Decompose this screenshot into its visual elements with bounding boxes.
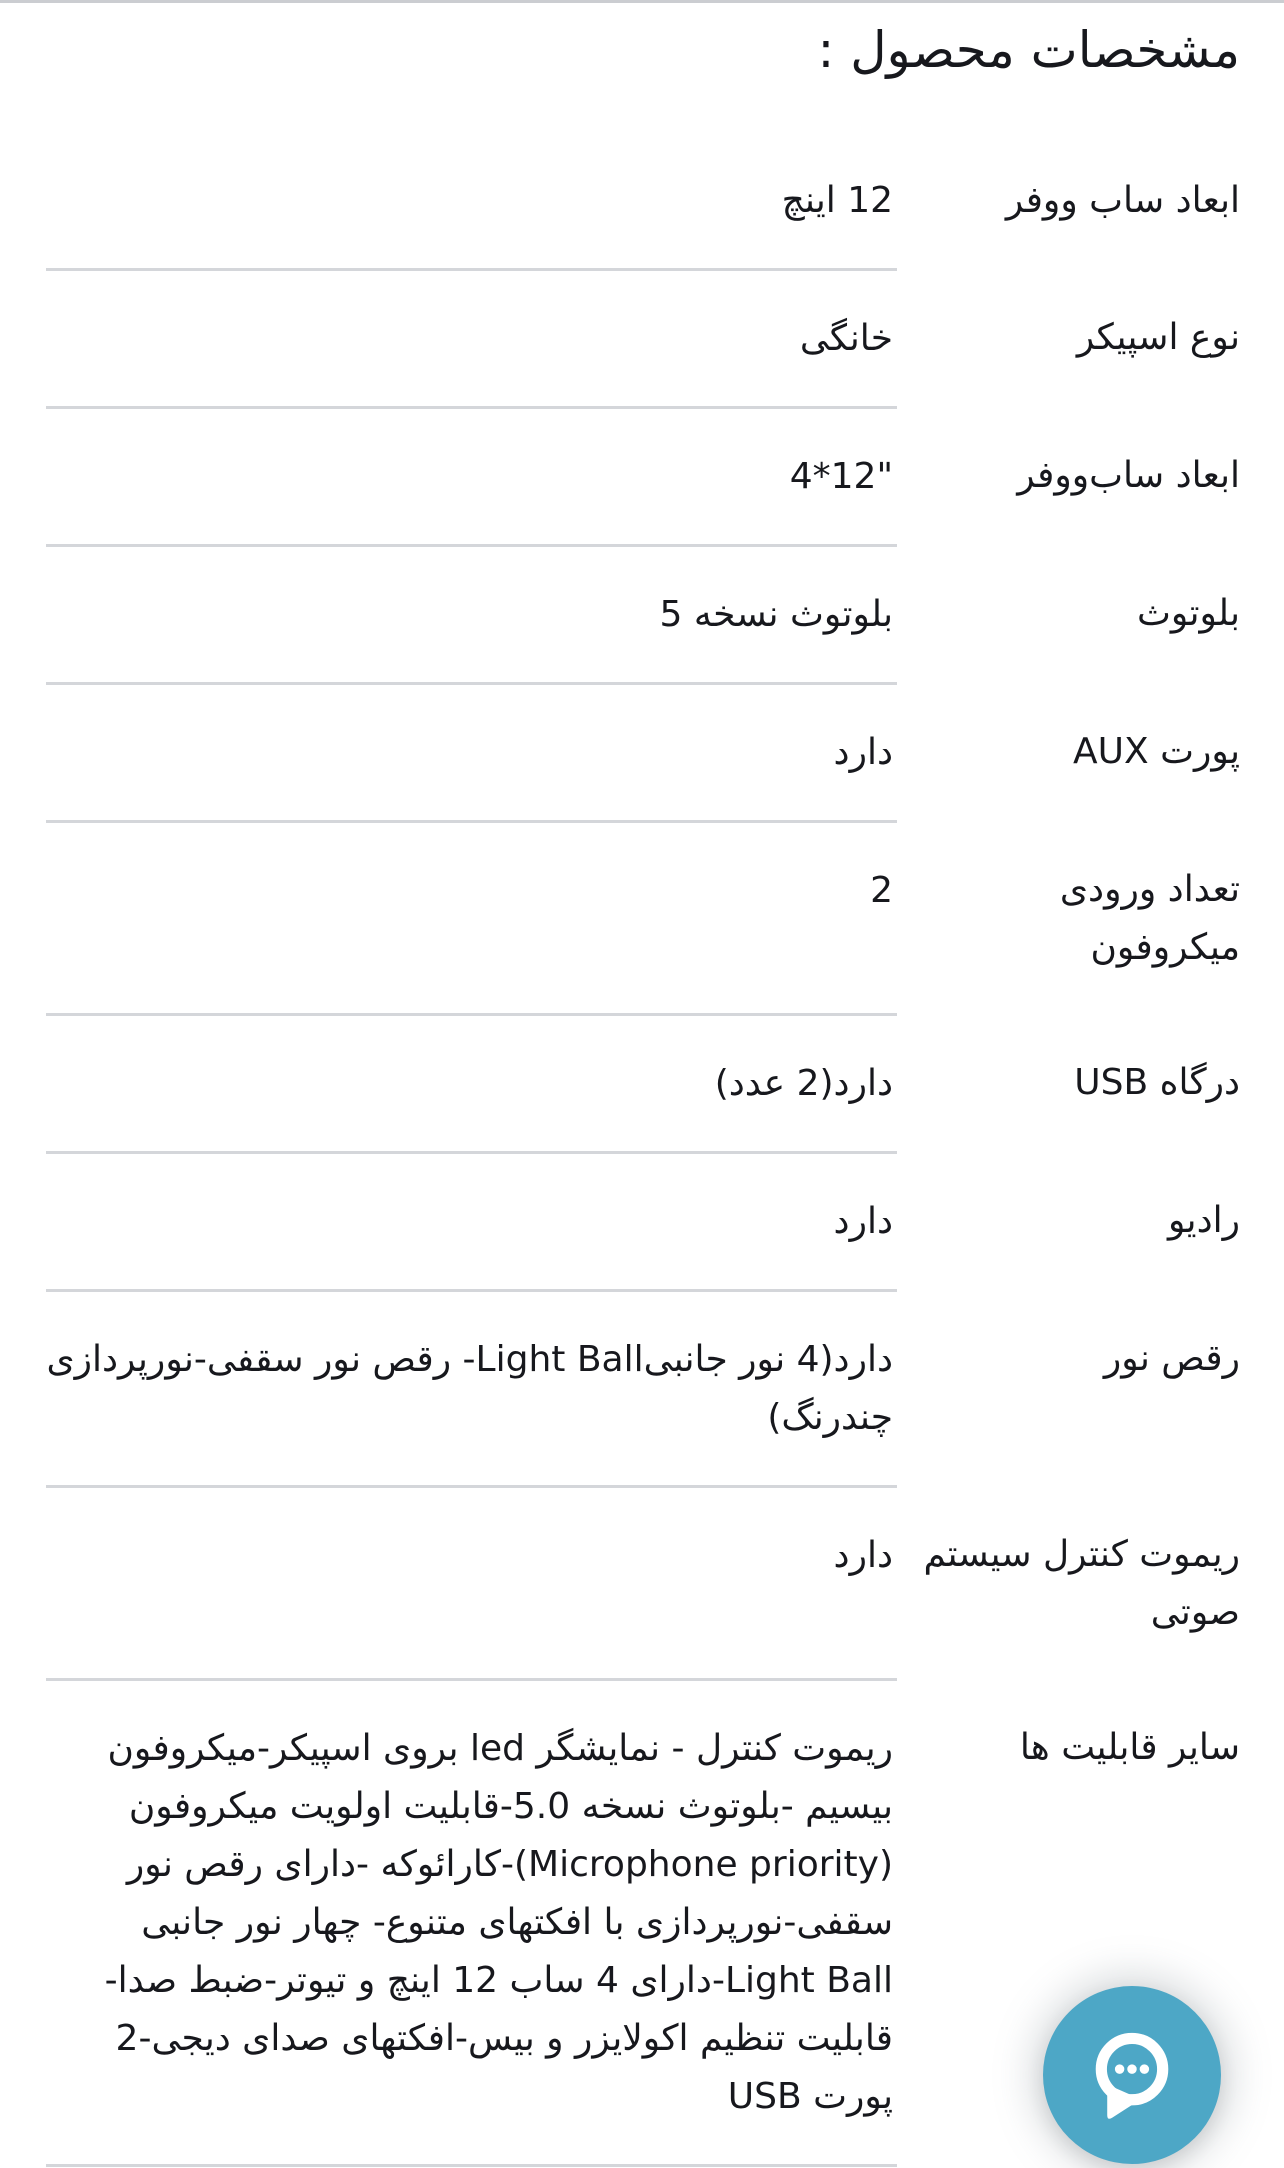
spec-label: ریموت کنترل سیستم صوتی [923,1533,1240,1633]
spec-label: ابعاد ساب ووفر [1005,180,1240,221]
spec-value: دارد [46,1487,897,1680]
spec-value: "12*4 [46,408,897,546]
spec-label: ابعاد ساب‌ووفر [1017,454,1240,496]
spec-label: رقص نور [1103,1337,1240,1379]
page-title: مشخصات محصول : [817,21,1240,79]
spec-value: دارد(4 نور جانبیLight Ball- رقص نور سقفی-نورپردازی چندرنگ) [46,1291,897,1487]
spec-section [0,133,1284,2167]
spec-row [46,270,1240,408]
spec-label: تعداد ورودی میکروفون [1059,868,1240,968]
chat-bubble-icon [1073,2016,1191,2134]
spec-value: بلوتوث نسخه 5 [46,546,897,684]
chat-widget-button[interactable] [1043,1986,1221,2164]
spec-row [46,1015,1240,1153]
spec-value: دارد [46,1153,897,1291]
spec-table [46,133,1240,2167]
spec-value: ریموت کنترل - نمایشگر led بروی اسپیکر-میکروفون بیسیم -بلوتوث نسخه 5.0-قابلیت اولویت میکروفون (Microphone priority)-کارائوکه -دارای رقص نور سقفی-نورپردازی با افکتهای متنوع- چهار نور جانبی Light Ball-دارای 4 ساب 12 اینچ و تیوتر-ضبط صدا-قابلیت تنظیم اکولایزر و بیس-افکتهای صدای دیجی-2 پورت USB [46,1680,897,2166]
spec-label: نوع اسپیکر [1076,316,1240,358]
spec-value: دارد [46,684,897,822]
spec-row [46,133,1240,270]
spec-value: 12 اینچ [46,133,897,270]
spec-row [46,1291,1240,1487]
spec-label: پورت AUX [1073,730,1240,772]
spec-row [46,822,1240,1015]
spec-row [46,408,1240,546]
spec-value: دارد(2 عدد) [46,1015,897,1153]
spec-row [46,1153,1240,1291]
spec-value: 2 [46,822,897,1015]
spec-row [46,546,1240,684]
spec-row [46,684,1240,822]
spec-row [46,1487,1240,1680]
spec-label: سایر قابلیت ها [1019,1726,1240,1768]
spec-value: خانگی [46,270,897,408]
spec-label: بلوتوث [1136,592,1240,634]
spec-label: درگاه USB [1074,1061,1240,1103]
spec-label: رادیو [1167,1199,1240,1241]
